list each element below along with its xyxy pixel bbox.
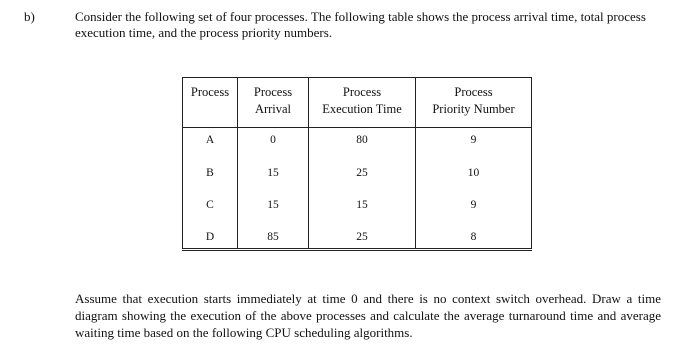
header-arrival xyxy=(238,78,309,128)
header-execution-line2: Execution Time xyxy=(322,102,402,116)
header-arrival-line1: Process xyxy=(253,85,293,99)
cell-arrival: 0 xyxy=(238,128,309,160)
cell-process: C xyxy=(183,192,238,224)
header-process xyxy=(183,78,238,128)
cell-process: B xyxy=(183,160,238,192)
cell-process: D xyxy=(183,224,238,250)
question-closing: Assume that execution starts immediately at time 0 and there is no context switch overhead. Draw a time diagram showing the execution of the above processes and calculate the average turnaround time and average waiting time based on the following CPU scheduling algorithms. xyxy=(75,291,661,340)
cell-arrival: 85 xyxy=(238,224,309,250)
table-row xyxy=(183,160,532,192)
header-priority-number xyxy=(416,78,532,128)
header-priority-line1: Process xyxy=(454,85,493,99)
cell-priority: 9 xyxy=(416,192,532,224)
cell-execution: 80 xyxy=(309,128,416,160)
header-execution-time xyxy=(309,78,416,128)
cell-execution: 25 xyxy=(309,224,416,250)
cell-priority: 8 xyxy=(416,224,532,250)
question-label: b) xyxy=(24,9,35,24)
process-table xyxy=(182,77,532,251)
header-priority-line2: Priority Number xyxy=(432,102,515,116)
table-row xyxy=(183,224,532,250)
cell-arrival: 15 xyxy=(238,160,309,192)
cell-priority: 9 xyxy=(416,128,532,160)
table-row xyxy=(183,192,532,224)
question-intro: Consider the following set of four processes. The following table shows the process arrival time, total process execution time, and the process priority numbers. xyxy=(75,9,646,40)
header-arrival-line2: Arrival xyxy=(254,102,292,116)
header-process-line1: Process xyxy=(190,85,230,99)
cell-execution: 25 xyxy=(309,160,416,192)
cell-priority: 10 xyxy=(416,160,532,192)
cell-execution: 15 xyxy=(309,192,416,224)
table-row xyxy=(183,128,532,160)
table-header-row xyxy=(183,78,532,128)
cell-arrival: 15 xyxy=(238,192,309,224)
cell-process: A xyxy=(183,128,238,160)
header-execution-line1: Process xyxy=(342,85,382,99)
